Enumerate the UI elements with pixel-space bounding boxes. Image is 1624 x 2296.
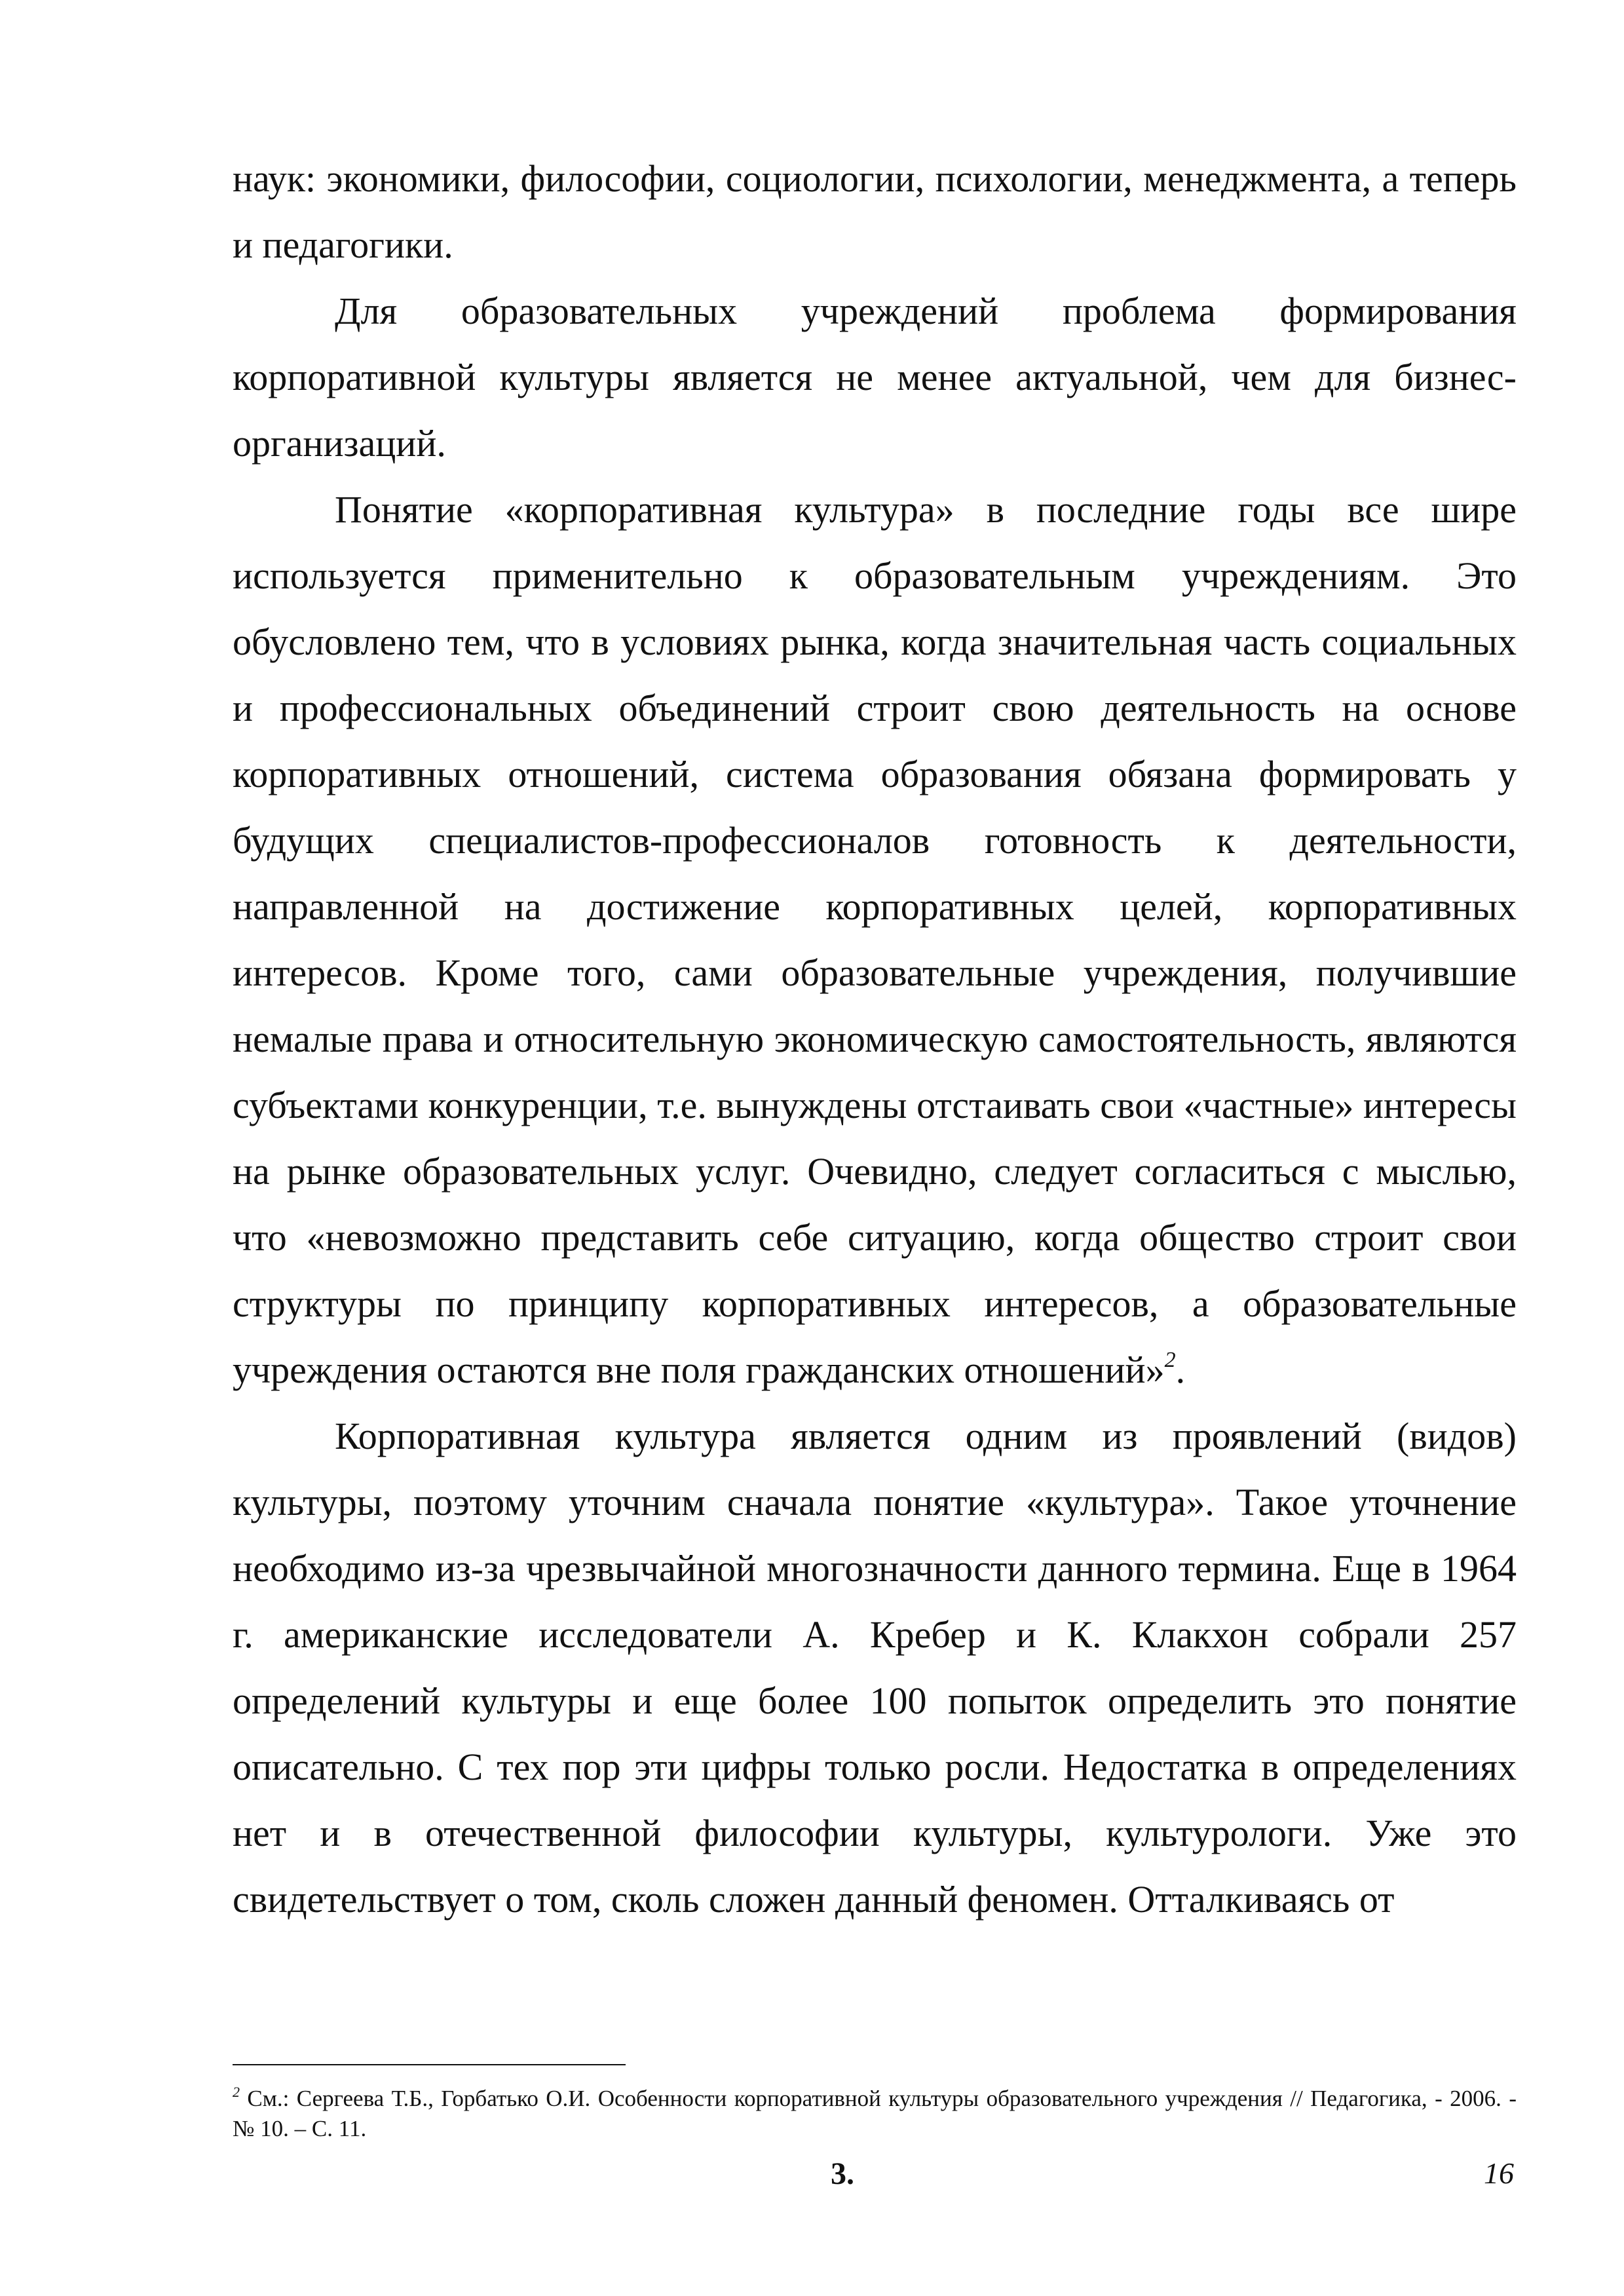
paragraph-3 [233,476,1517,1403]
footnote-text: См.: Сергеева Т.Б., Горбатько О.И. Особенности корпоративной культуры образовательного учреждения // Педагогика, - 2006. - № 10. – С. 11. [233,2086,1517,2141]
section-mark: 3. [831,2156,854,2191]
page-number: 16 [1484,2156,1514,2190]
paragraph-4-text: Корпоративная культура является одним из проявлений (видов) культуры, поэтому уточним сначала понятие «культура». Такое уточнение необходимо из-за чрезвычайной многозначности данного термина. Еще в 1964 г. американские исследователи А. Кребер и К. Клакхон собрали 257 определений культуры и еще более 100 попыток определить это понятие описательно. С тех пор эти цифры только росли. Недостатка в определениях нет и в отечественной философии культуры, культурологи. Уже это свидетельствует о том, сколь сложен данный феномен. Отталкиваясь от [233,1415,1517,1921]
paragraph-3-tail: . [1175,1349,1186,1391]
body-text [233,145,1517,1932]
footnote-marker: 2 [233,2084,240,2100]
paragraph-3-text: Понятие «корпоративная культура» в последние годы все шире используется применительно к образовательным учреждениям. Это обусловлено тем, что в условиях рынка, когда значительная часть социальных и профессиональных объединений строит свою деятельность на основе корпоративных отношений, система образования обязана формировать у будущих специалистов-профессионалов готовность к деятельности, направленной на достижение корпоративных целей, корпоративных интересов. Кроме того, сами образовательные учреждения, получившие немалые права и относительную экономическую самостоятельность, являются субъектами конкуренции, т.е. вынуждены отстаивать свои «частные» интересы на рынке образовательных услуг. Очевидно, следует согласиться с мыслью, что «невозможно представить себе ситуацию, когда общество строит свои структуры по принципу корпоративных интересов, а образовательные учреждения остаются вне поля гражданских отношений» [233,488,1517,1391]
footnote-reference[interactable]: 2 [1164,1348,1176,1372]
paragraph-1-text: наук: экономики, философии, социологии, психологии, менеджмента, а теперь и педагогики. [233,157,1517,266]
paragraph-4 [233,1403,1517,1932]
paragraph-2 [233,278,1517,476]
paragraph-1 [233,145,1517,278]
footnote [233,2084,1517,2144]
footnote-separator [233,2064,626,2065]
paragraph-2-text: Для образовательных учреждений проблема формирования корпоративной культуры является не менее актуальной, чем для бизнес-организаций. [233,290,1517,465]
